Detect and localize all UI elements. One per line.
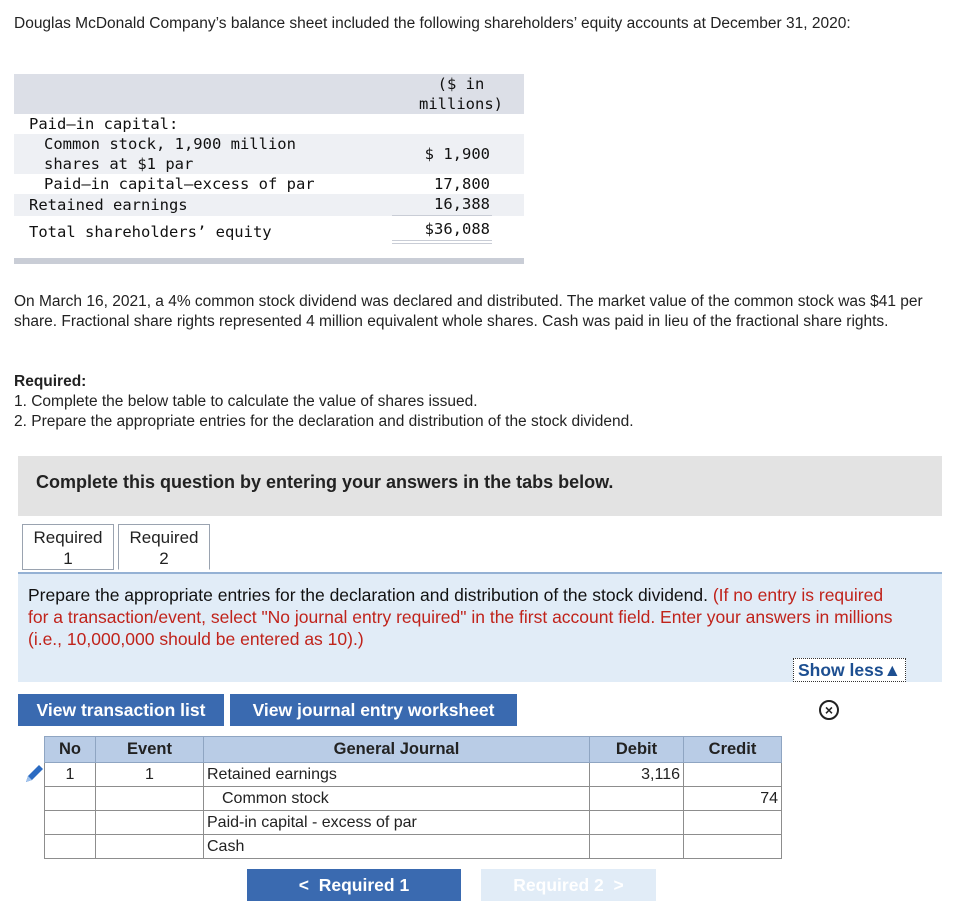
bs-total-double-rule: [392, 240, 492, 244]
bs-label-common-stock-cont: shares at $1 par: [44, 155, 194, 173]
cell-no: 1: [45, 763, 96, 787]
instruction-note: (If no entry is required for a transaction/event, select "No journal entry required" in the first account field. Enter your answers in millions (i.e., 10,000,000 should be entered as 10).): [28, 585, 893, 649]
col-general-journal: General Journal: [204, 737, 590, 763]
table-row: [45, 787, 782, 811]
cell-no: [45, 787, 96, 811]
cell-debit[interactable]: [590, 811, 684, 835]
prev-required-1-button[interactable]: < Required 1: [247, 869, 461, 901]
next-required-2-button[interactable]: Required 2 >: [481, 869, 656, 901]
bs-subtotal-rule: [392, 215, 492, 216]
bs-value-total-equity: $36,088: [424, 220, 490, 238]
table-row: [45, 811, 782, 835]
bs-label-paid-in-capital: Paid–in capital:: [29, 115, 179, 133]
required-item-1: 1. Complete the below table to calculate the value of shares issued.: [14, 393, 478, 410]
bs-value-excess-of-par: 17,800: [434, 175, 490, 193]
cell-event: [96, 811, 204, 835]
triangle-up-icon: ▲: [883, 660, 901, 680]
pencil-edit-icon[interactable]: [22, 762, 46, 786]
table-row: [45, 835, 782, 859]
cell-account[interactable]: Paid-in capital - excess of par: [204, 811, 590, 835]
bs-label-common-stock: Common stock, 1,900 million: [44, 135, 296, 153]
instructions-banner: [18, 456, 942, 516]
cell-credit[interactable]: 74: [684, 787, 782, 811]
tab-required-2[interactable]: Required 2: [118, 524, 210, 570]
col-event: Event: [96, 737, 204, 763]
view-journal-entry-worksheet-button[interactable]: View journal entry worksheet: [230, 694, 517, 726]
required-section: [14, 372, 958, 432]
cell-debit[interactable]: [590, 787, 684, 811]
chevron-right-icon: >: [603, 875, 624, 895]
cell-event: [96, 835, 204, 859]
cell-account[interactable]: Cash: [204, 835, 590, 859]
close-icon[interactable]: ×: [819, 700, 839, 720]
cell-credit[interactable]: [684, 835, 782, 859]
bs-value-common-stock: $ 1,900: [424, 145, 490, 163]
bs-label-excess-of-par: Paid–in capital–excess of par: [44, 175, 315, 193]
cell-event: [96, 787, 204, 811]
cell-no: [45, 835, 96, 859]
bs-value-retained-earnings: 16,388: [434, 195, 490, 213]
table-row: [45, 763, 782, 787]
banner-text: Complete this question by entering your answers in the tabs below.: [36, 472, 614, 492]
cell-credit[interactable]: [684, 811, 782, 835]
cell-credit[interactable]: [684, 763, 782, 787]
col-no: No: [45, 737, 96, 763]
show-less-button[interactable]: Show less▲: [793, 658, 906, 682]
cell-account[interactable]: Retained earnings: [204, 763, 590, 787]
instruction-main: Prepare the appropriate entries for the declaration and distribution of the stock dividend.: [28, 585, 713, 605]
view-transaction-list-button[interactable]: View transaction list: [18, 694, 224, 726]
cell-event: 1: [96, 763, 204, 787]
balance-sheet-footer-bar: [14, 258, 524, 264]
intro-text: Douglas McDonald Company’s balance sheet included the following shareholders’ equity accounts at December 31, 2020:: [14, 15, 851, 32]
required-title: Required:: [14, 373, 87, 390]
journal-header-row: [45, 737, 782, 763]
col-debit: Debit: [590, 737, 684, 763]
bs-label-retained-earnings: Retained earnings: [29, 196, 188, 214]
balance-sheet-unit-header: ($ in millions): [419, 75, 503, 113]
cell-account[interactable]: Common stock: [204, 787, 590, 811]
instruction-text: [28, 584, 908, 650]
problem-paragraph: On March 16, 2021, a 4% common stock dividend was declared and distributed. The market value of the common stock was $41 per share. Fractional share rights represented 4 million equivalent whole shares. Cash was paid in lieu of the fractional share rights.: [14, 293, 923, 330]
tab-required-1[interactable]: Required 1: [22, 524, 114, 570]
bs-label-total-equity: Total shareholders’ equity: [29, 223, 272, 241]
cell-debit[interactable]: 3,116: [590, 763, 684, 787]
col-credit: Credit: [684, 737, 782, 763]
chevron-left-icon: <: [298, 875, 319, 895]
cell-debit[interactable]: [590, 835, 684, 859]
journal-table: [44, 736, 782, 859]
cell-no: [45, 811, 96, 835]
required-item-2: 2. Prepare the appropriate entries for the declaration and distribution of the stock dividend.: [14, 413, 634, 430]
